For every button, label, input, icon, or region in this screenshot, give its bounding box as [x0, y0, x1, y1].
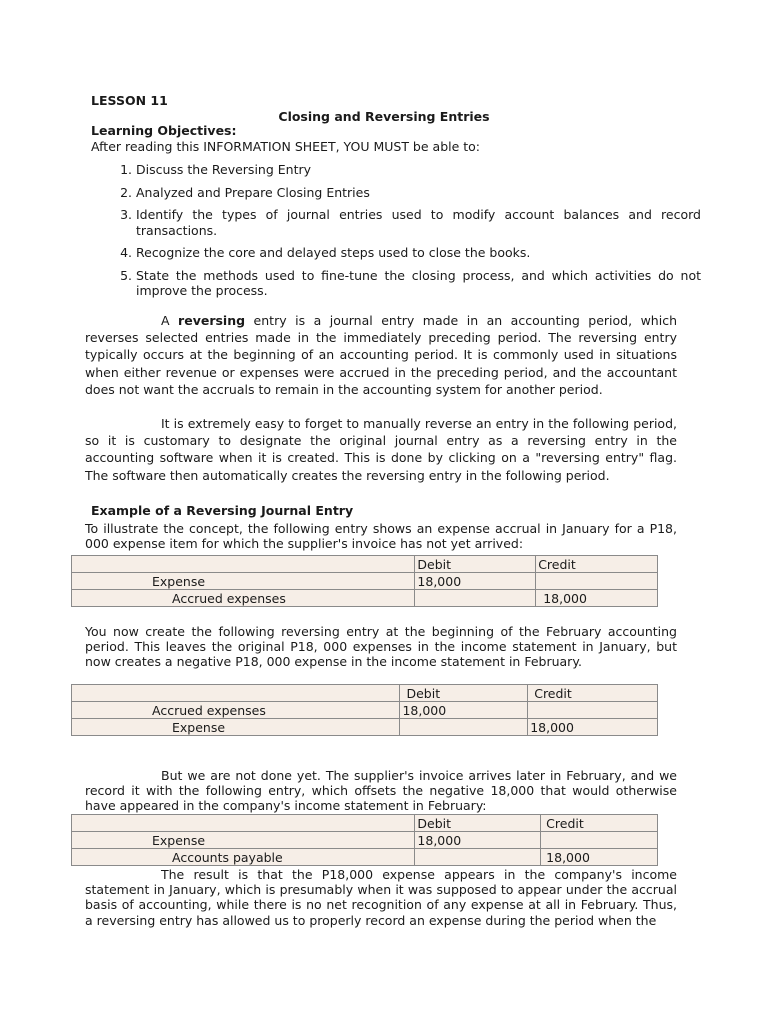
- debit-amount: 18,000: [415, 832, 541, 849]
- learning-objectives-label: Learning Objectives:: [91, 123, 237, 138]
- page-title-text: Closing and Reversing Entries: [278, 109, 490, 124]
- para1-lead: A: [161, 313, 179, 328]
- account-name: Expense: [72, 832, 415, 849]
- software-paragraph: [85, 415, 677, 484]
- debit-amount: 18,000: [415, 573, 536, 590]
- debit-amount: [415, 849, 541, 866]
- objectives-intro: After reading this INFORMATION SHEET, YOU MUST be able to:: [91, 139, 481, 154]
- account-name: Expense: [72, 719, 400, 736]
- debit-header: Debit: [400, 685, 528, 702]
- credit-amount: [528, 702, 658, 719]
- objective-item: 4. Recognize the core and delayed steps used to close the books.: [136, 245, 701, 261]
- para1-rest: entry is a journal entry made in an accounting period, which reverses selected entries made in the immediately preceding period. The reversing entry typically occurs at the beginning of an accounting period. It is commonly used in situations when either revenue or expenses were accrued in the preceding period, and the accountant does not want the accruals to remain in the accounting system for another period.: [85, 313, 677, 397]
- debit-amount: [400, 719, 528, 736]
- account-name: Accrued expenses: [72, 590, 415, 607]
- debit-amount: [415, 590, 536, 607]
- credit-header: Credit: [536, 556, 658, 573]
- debit-header: Debit: [415, 556, 536, 573]
- account-name: Expense: [72, 573, 415, 590]
- table-row: [72, 590, 658, 607]
- debit-header: Debit: [415, 815, 541, 832]
- credit-amount: 18,000: [528, 719, 658, 736]
- example-intro: To illustrate the concept, the following entry shows an expense accrual in January for a P18, 000 expense item for which the supplier's invoice has not yet arrived:: [85, 521, 677, 552]
- table-row: [72, 849, 658, 866]
- invoice-paragraph: [85, 768, 677, 814]
- table-row: [72, 573, 658, 590]
- journal-table-3: [71, 814, 658, 866]
- result-paragraph: [85, 867, 677, 928]
- lesson-number: LESSON 11: [91, 93, 168, 108]
- credit-amount: 18,000: [541, 849, 658, 866]
- journal-table-2: [71, 684, 658, 736]
- table-row: [72, 702, 658, 719]
- objective-item: 2. Analyzed and Prepare Closing Entries: [136, 185, 701, 201]
- para1-bold-term: reversing: [178, 313, 246, 328]
- objectives-list: [112, 162, 701, 306]
- credit-header: Credit: [528, 685, 658, 702]
- debit-amount: 18,000: [400, 702, 528, 719]
- account-name: Accounts payable: [72, 849, 415, 866]
- table-header-row: [72, 815, 658, 832]
- para5-text: The result is that the P18,000 expense appears in the company's income statement in January, which is presumably when it was supposed to appear under the accrual basis of accounting, while there is no net recognition of any expense at all in February. Thus, a reversing entry has allowed us to properly record an expense during the period when the: [85, 867, 677, 928]
- table-row: [72, 832, 658, 849]
- table-header-row: [72, 685, 658, 702]
- credit-header: Credit: [541, 815, 658, 832]
- reversing-entry-paragraph: You now create the following reversing entry at the beginning of the February accounting period. This leaves the original P18, 000 expenses in the income statement in January, but now creates a negative P18, 000 expense in the income statement in February.: [85, 624, 677, 670]
- table-row: [72, 719, 658, 736]
- credit-amount: [541, 832, 658, 849]
- para4-text: But we are not done yet. The supplier's invoice arrives later in February, and we record it with the following entry, which offsets the negative 18,000 that would otherwise have appeared in the company's income statement in February:: [85, 768, 677, 814]
- page-title: [0, 109, 768, 124]
- objective-item: 3. Identify the types of journal entries used to modify account balances and record transactions.: [136, 207, 701, 238]
- credit-amount: 18,000: [536, 590, 658, 607]
- reversing-definition-paragraph: [85, 312, 677, 398]
- example-heading: Example of a Reversing Journal Entry: [91, 503, 354, 518]
- journal-table-1: [71, 555, 658, 607]
- credit-amount: [536, 573, 658, 590]
- account-name: Accrued expenses: [72, 702, 400, 719]
- objective-item: 5. State the methods used to fine-tune the closing process, and which activities do not improve the process.: [136, 268, 701, 299]
- para2-text: It is extremely easy to forget to manually reverse an entry in the following period, so it is customary to designate the original journal entry as a reversing entry in the accounting software when it is created. This is done by clicking on a "reversing entry" flag. The software then automatically creates the reversing entry in the following period.: [85, 416, 677, 483]
- objective-item: 1. Discuss the Reversing Entry: [136, 162, 701, 178]
- table-header-row: [72, 556, 658, 573]
